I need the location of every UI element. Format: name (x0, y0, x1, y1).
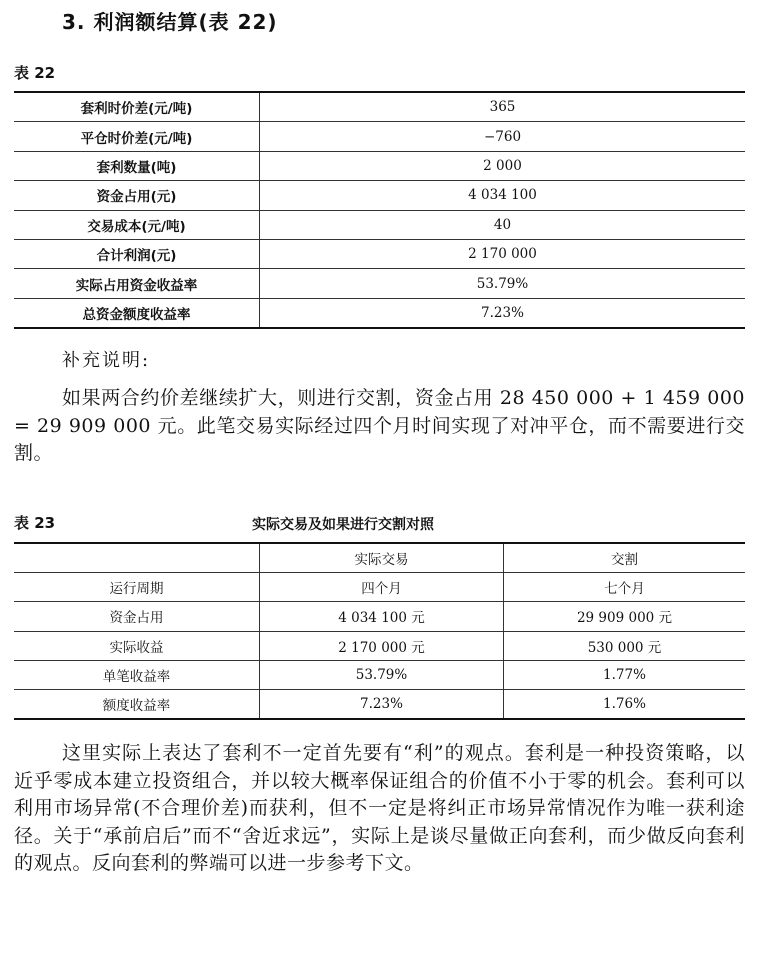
table-row (14, 631, 745, 660)
table-row (14, 122, 745, 151)
closing-paragraph: 这里实际上表达了套利不一定首先要有“利”的观点。套利是一种投资策略，以近乎零成本建立投资组合，并以较大概率保证组合的价值不小于零的机会。套利可以利用市场异常(不合理价差)而获利，但不一定是将纠正市场异常情况作为唯一获利途径。关于“承前启后”而不“舍近求远”，实际上是谈尽量做正向套利，而少做反向套利的观点。反向套利的弊端可以进一步参考下文。 (14, 742, 745, 874)
table23-label: 表 23 (14, 514, 56, 532)
row-delivery: 1.77% (504, 660, 746, 689)
table-row (14, 239, 745, 268)
row-actual: 4 034 100 元 (260, 602, 504, 631)
table-row (14, 181, 745, 210)
table-header-row (14, 543, 745, 573)
table-row (14, 602, 745, 631)
row-item: 总资金额度收益率 (14, 298, 260, 328)
row-item: 合计利润(元) (14, 239, 260, 268)
row-value: 4 034 100 (260, 181, 746, 210)
table-row (14, 573, 745, 602)
table23-caption: 实际交易及如果进行交割对照 (252, 517, 434, 533)
row-item: 资金占用 (14, 602, 260, 631)
row-delivery: 1.76% (603, 696, 646, 713)
table-22 (14, 91, 745, 329)
table-row (14, 151, 745, 180)
row-item: 套利数量(吨) (14, 151, 260, 180)
row-delivery: 530 000 元 (504, 631, 746, 660)
row-value: 365 (260, 92, 746, 122)
row-value: 2 170 000 (260, 239, 746, 268)
row-delivery: 七个月 (504, 573, 746, 602)
row-item: 实际收益 (14, 631, 260, 660)
row-item: 单笔收益率 (14, 660, 260, 689)
supplement-title: 补充说明: (62, 350, 151, 371)
row-actual: 2 170 000 元 (260, 631, 504, 660)
supplement-body: 如果两合约价差继续扩大，则进行交割，资金占用 28 450 000 + 1 459 000 = 29 909 000 元。此笔交易实际经过四个月时间实现了对冲平仓，而不需要进行交割。 (14, 387, 745, 464)
row-actual: 7.23% (260, 689, 504, 719)
row-value: 7.23% (481, 304, 524, 321)
row-item: 交易成本(元/吨) (14, 210, 260, 239)
row-item: 运行周期 (14, 573, 260, 602)
row-item: 平仓时价差(元/吨) (14, 122, 260, 151)
header-empty (14, 543, 260, 573)
table-row (14, 660, 745, 689)
table-row (14, 269, 745, 298)
header-delivery: 交割 (504, 543, 746, 573)
row-item: 实际占用资金收益率 (14, 269, 260, 298)
table-row (14, 298, 745, 328)
table-row (14, 210, 745, 239)
row-value: 40 (260, 210, 746, 239)
row-item: 套利时价差(元/吨) (14, 92, 260, 122)
table-row (14, 92, 745, 122)
row-value: 2 000 (260, 151, 746, 180)
row-item: 资金占用(元) (14, 181, 260, 210)
row-value: −760 (260, 122, 746, 151)
row-item: 额度收益率 (14, 689, 260, 719)
table22-label: 表 22 (14, 64, 56, 82)
table-23 (14, 542, 745, 720)
row-value: 53.79% (260, 269, 746, 298)
row-actual: 53.79% (260, 660, 504, 689)
row-actual: 四个月 (260, 573, 504, 602)
table-row (14, 689, 745, 719)
row-delivery: 29 909 000 元 (504, 602, 746, 631)
section-heading: 3. 利润额结算(表 22) (62, 10, 278, 34)
header-actual: 实际交易 (260, 543, 504, 573)
